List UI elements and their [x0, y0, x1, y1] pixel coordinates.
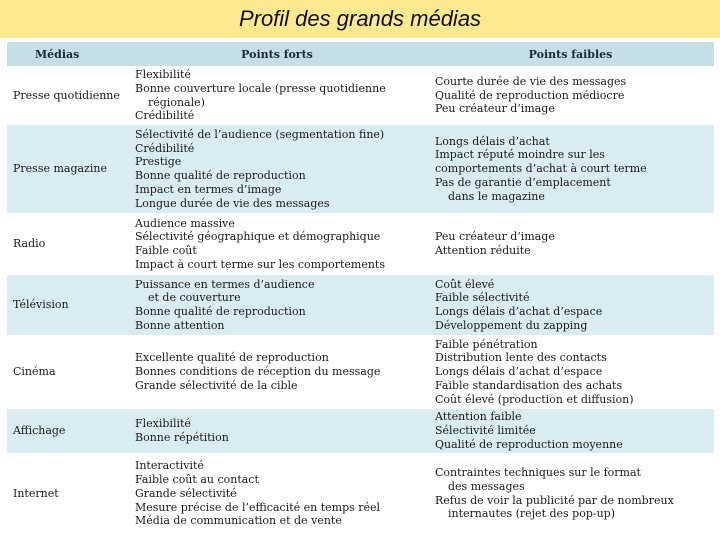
weakness-item: dans le magazine: [448, 189, 545, 203]
media-name: Affichage: [13, 424, 66, 438]
media-name: Presse quotidienne: [13, 88, 120, 102]
strength-item: Faible coût au contact: [135, 472, 259, 486]
strength-item: Crédibilité: [135, 109, 195, 123]
weakness-item: Longs délais d’achat: [435, 134, 550, 148]
weakness-item: Attention réduite: [435, 244, 531, 258]
strength-item: Grande sélectivité: [135, 486, 237, 500]
strength-item: Bonne répétition: [135, 431, 229, 445]
strength-item: Sélectivité de l’audience (segmentation fine): [135, 127, 385, 141]
table-row: [7, 274, 714, 336]
weaknesses-cell: [427, 214, 714, 274]
strength-item: Longue durée de vie des messages: [135, 196, 330, 210]
strengths-cell: [127, 454, 427, 532]
table-row: [7, 67, 714, 124]
weakness-item: Sélectivité limitée: [435, 424, 536, 438]
header-strengths: Points forts: [127, 42, 427, 67]
media-cell: [7, 274, 127, 336]
weakness-item: Coût élevé: [435, 277, 495, 291]
strength-item: Bonne couverture locale (presse quotidienne: [135, 81, 386, 95]
strength-item: Impact à court terme sur les comportements: [135, 257, 385, 271]
weakness-item: Peu créateur d’image: [435, 102, 555, 116]
strength-item: Impact en termes d’image: [135, 182, 282, 196]
weaknesses-cell: [427, 124, 714, 214]
weakness-item: Développement du zapping: [435, 318, 588, 332]
strength-item: Prestige: [135, 155, 182, 169]
strengths-cell: [127, 408, 427, 454]
strength-item: Sélectivité géographique et démographique: [135, 230, 381, 244]
media-name: Télévision: [13, 298, 69, 312]
weakness-item: Contraintes techniques sur le format: [435, 466, 641, 480]
strength-item: Audience massive: [135, 216, 235, 230]
media-name: Presse magazine: [13, 162, 107, 176]
strength-item: Bonne qualité de reproduction: [135, 305, 306, 319]
weakness-item: des messages: [448, 479, 525, 493]
weaknesses-cell: [427, 336, 714, 408]
strength-item: Faible coût: [135, 244, 197, 258]
weakness-item: Qualité de reproduction moyenne: [435, 438, 623, 452]
weakness-item: Pas de garantie d’emplacement: [435, 176, 611, 190]
table-row: [7, 336, 714, 408]
strength-item: régionale): [148, 95, 205, 109]
weaknesses-cell: [427, 408, 714, 454]
strength-item: Crédibilité: [135, 141, 195, 155]
weakness-item: Peu créateur d’image: [435, 230, 555, 244]
media-name: Internet: [13, 486, 59, 500]
table-row: [7, 124, 714, 214]
weakness-item: internautes (rejet des pop-up): [448, 507, 616, 521]
weakness-item: Faible sélectivité: [435, 291, 530, 305]
strength-item: et de couverture: [148, 291, 241, 305]
strength-item: Excellente qualité de reproduction: [135, 351, 329, 365]
weakness-item: Attention faible: [435, 410, 522, 424]
strength-item: Puissance en termes d’audience: [135, 277, 315, 291]
weakness-item: Qualité de reproduction médiocre: [435, 88, 625, 102]
strength-item: Grande sélectivité de la cible: [135, 379, 298, 393]
table-row: [7, 408, 714, 454]
strengths-cell: [127, 336, 427, 408]
media-profile-table: [7, 42, 714, 532]
strength-item: Flexibilité: [135, 417, 191, 431]
weaknesses-cell: [427, 454, 714, 532]
weakness-item: Courte durée de vie des messages: [435, 74, 627, 88]
page-title: Profil des grands médias: [238, 6, 482, 31]
weakness-item: Faible pénétration: [435, 337, 538, 351]
title-bar: [0, 0, 720, 38]
media-name: Cinéma: [13, 365, 56, 379]
weakness-item: Longs délais d’achat d’espace: [435, 305, 603, 319]
strength-item: Flexibilité: [135, 68, 191, 81]
strengths-cell: [127, 214, 427, 274]
weaknesses-cell: [427, 67, 714, 124]
table-row: [7, 214, 714, 274]
weakness-item: Faible standardisation des achats: [435, 379, 623, 393]
strengths-cell: [127, 124, 427, 214]
strength-item: Bonnes conditions de réception du message: [135, 365, 381, 379]
strength-item: Bonne attention: [135, 318, 225, 332]
header-weaknesses: Points faibles: [427, 42, 714, 67]
media-cell: [7, 124, 127, 214]
strength-item: Interactivité: [135, 459, 204, 473]
media-cell: [7, 67, 127, 124]
strengths-cell: [127, 274, 427, 336]
header-row: [7, 42, 714, 67]
weakness-item: Impact réputé moindre sur les: [435, 148, 605, 162]
table-row: [7, 454, 714, 532]
weakness-item: Refus de voir la publicité par de nombreux: [435, 493, 674, 507]
strength-item: Mesure précise de l’efficacité en temps réel: [135, 500, 381, 514]
media-cell: [7, 214, 127, 274]
media-cell: [7, 454, 127, 532]
header-medias: Médias: [7, 42, 127, 67]
media-cell: [7, 336, 127, 408]
weakness-item: Coût élevé (production et diffusion): [435, 392, 634, 406]
strength-item: Média de communication et de vente: [135, 514, 342, 528]
weakness-item: comportements d’achat à court terme: [435, 162, 647, 176]
media-profile-table-container: [7, 42, 714, 534]
media-name: Radio: [13, 237, 46, 251]
media-cell: [7, 408, 127, 454]
weakness-item: Distribution lente des contacts: [435, 351, 607, 365]
weaknesses-cell: [427, 274, 714, 336]
table-body: [7, 67, 714, 532]
strengths-cell: [127, 67, 427, 124]
strength-item: Bonne qualité de reproduction: [135, 169, 306, 183]
weakness-item: Longs délais d’achat d’espace: [435, 365, 603, 379]
